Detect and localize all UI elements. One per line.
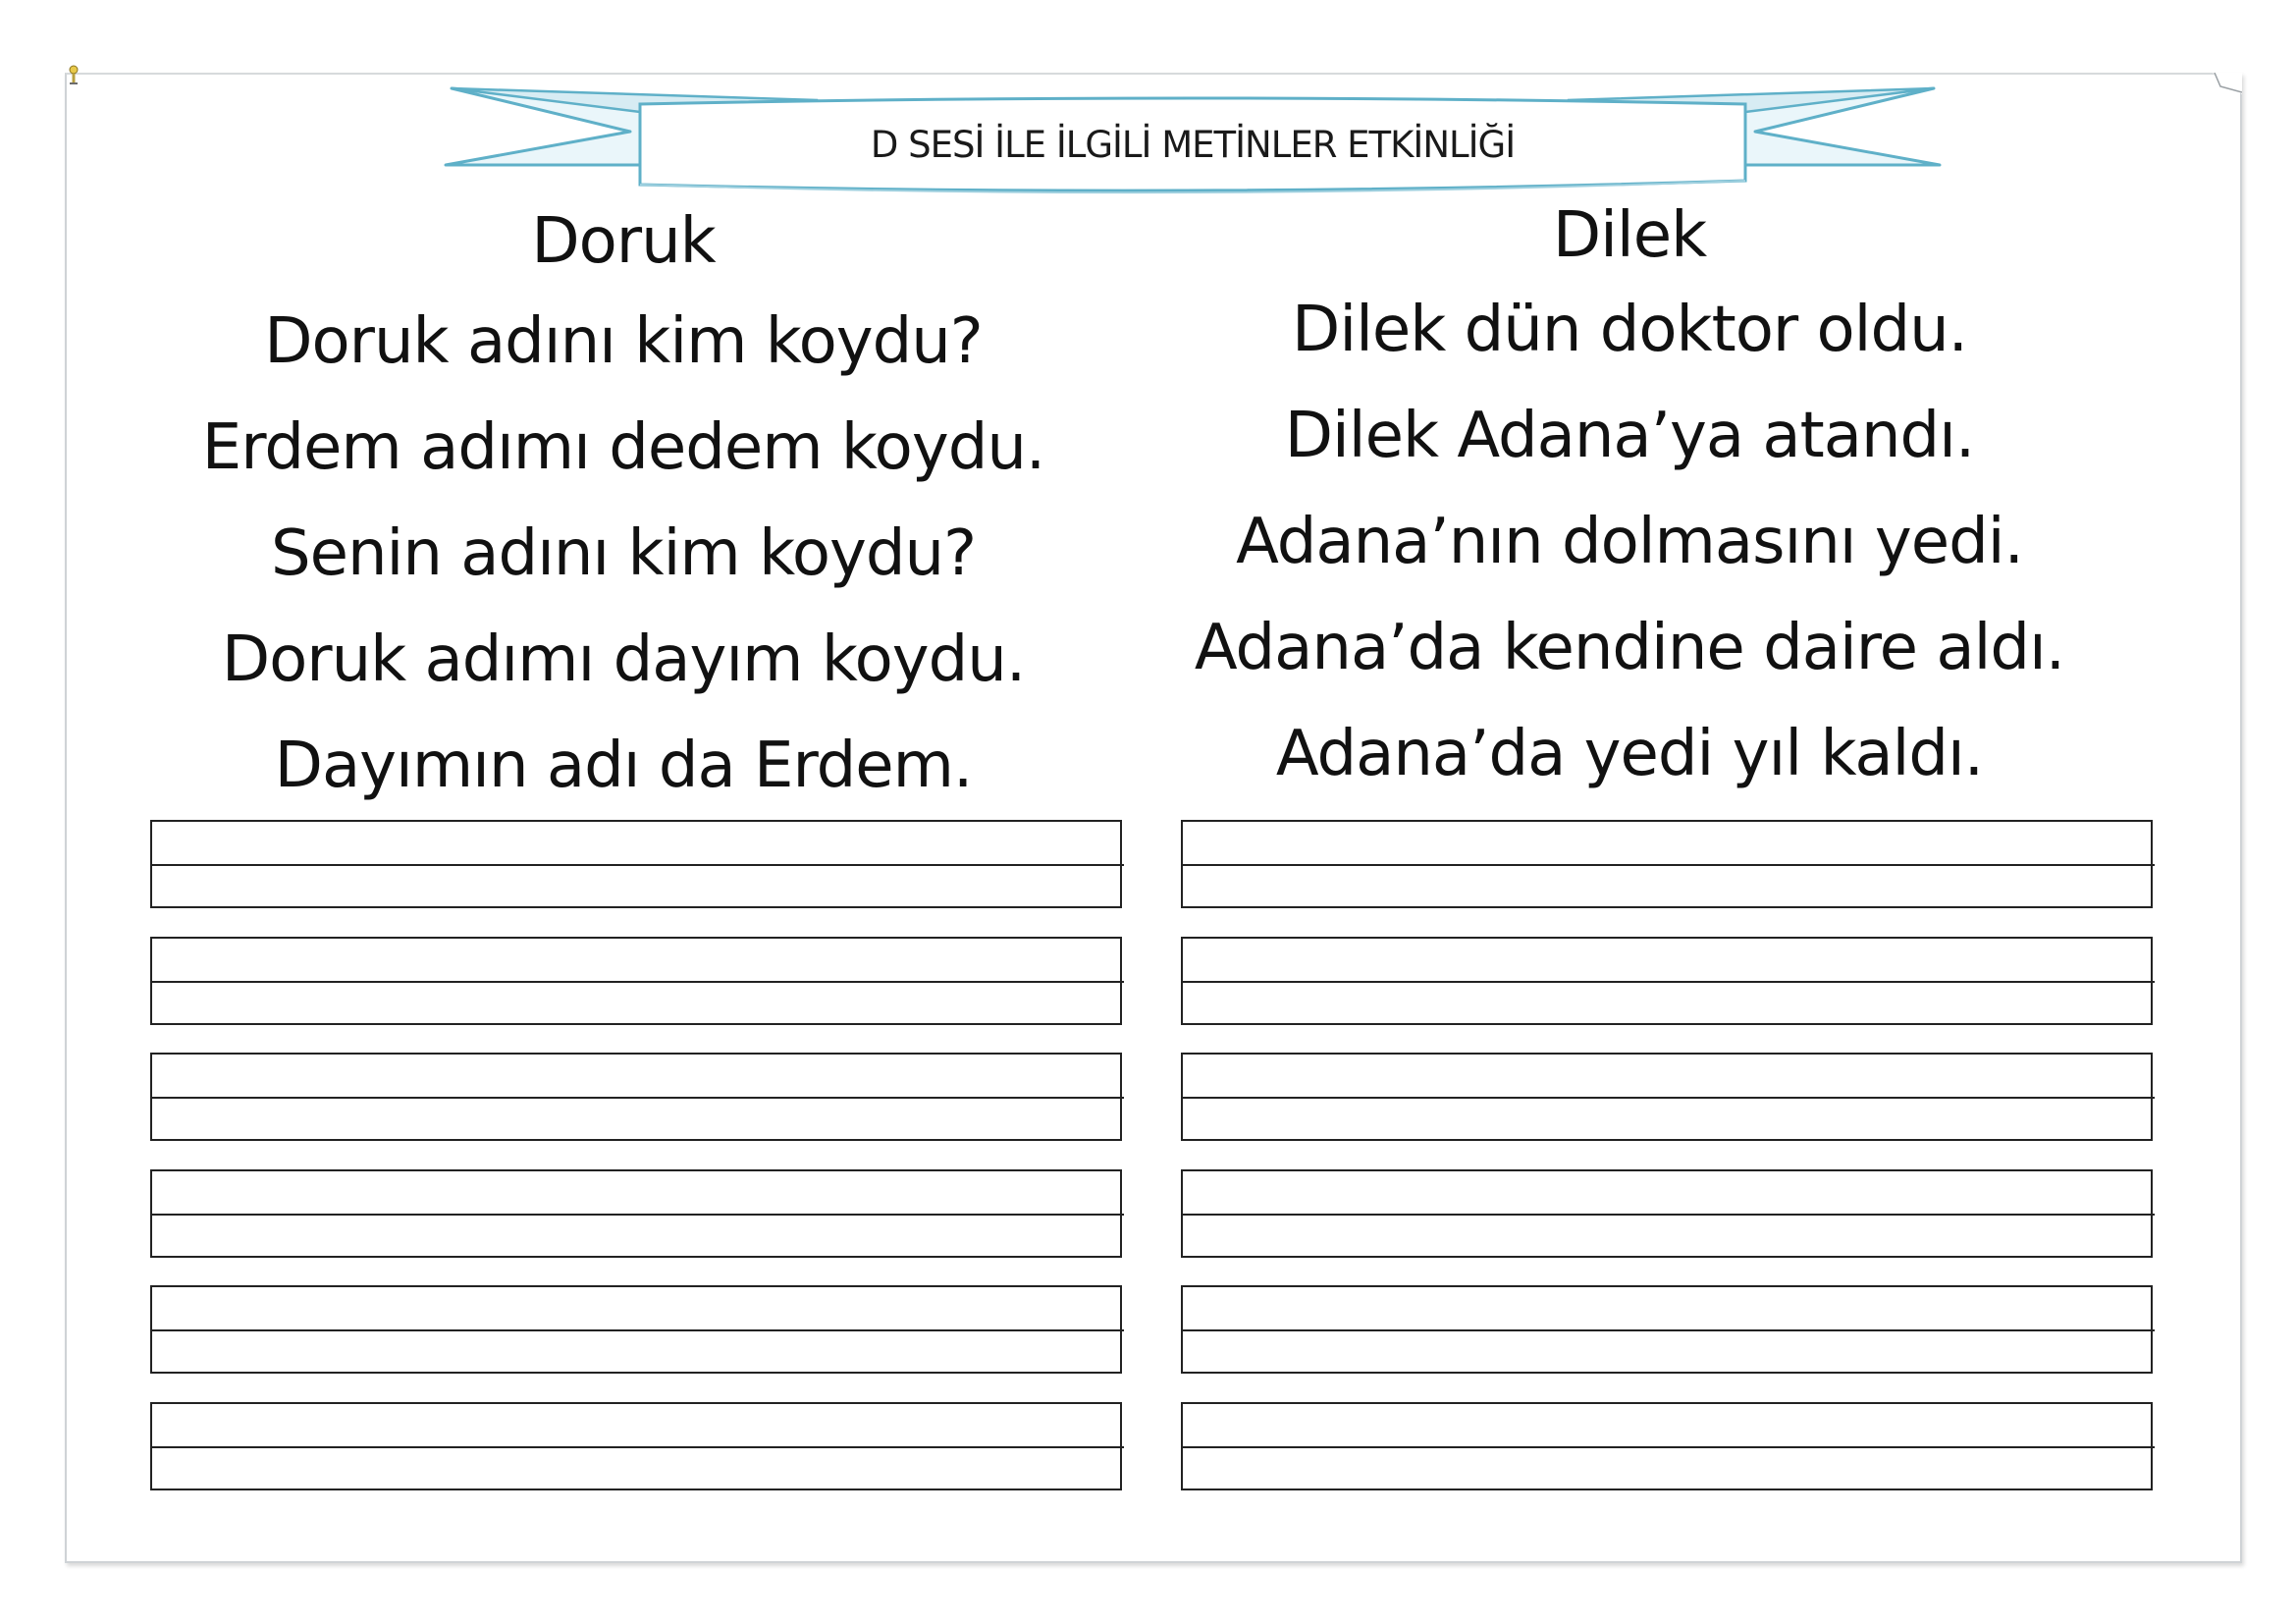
writing-row-right <box>1181 937 2153 1025</box>
writing-row-right <box>1181 1402 2153 1490</box>
story-title: Doruk <box>531 205 716 278</box>
story-line: Erdem adımı dedem koydu. <box>201 411 1045 484</box>
story-line: Adana’da yedi yıl kaldı. <box>1275 718 1984 790</box>
page-corner-fold-icon <box>2213 73 2242 94</box>
writing-row-left <box>150 1402 1122 1490</box>
writing-row-left <box>150 1169 1122 1258</box>
story-dilek <box>1139 194 2120 807</box>
story-line: Dayımın adı da Erdem. <box>274 730 973 802</box>
story-title: Dilek <box>1552 199 1707 272</box>
pin-icon <box>67 65 80 88</box>
story-line: Adana’nın dolmasını yedi. <box>1236 506 2023 578</box>
story-line: Dilek Adana’ya atandı. <box>1284 400 1975 472</box>
writing-row-right <box>1181 1053 2153 1141</box>
writing-row-left <box>150 820 1122 908</box>
writing-row-left <box>150 937 1122 1025</box>
story-line: Doruk adımı dayım koydu. <box>221 623 1026 696</box>
writing-row-right <box>1181 820 2153 908</box>
story-line: Adana’da kendine daire aldı. <box>1194 612 2065 684</box>
worksheet-title: D SESİ İLE İLGİLİ METİNLER ETKİNLİĞİ <box>870 123 1516 166</box>
writing-row-left <box>150 1285 1122 1374</box>
writing-row-right <box>1181 1285 2153 1374</box>
story-line: Doruk adını kim koydu? <box>264 305 983 378</box>
writing-row-left <box>150 1053 1122 1141</box>
story-line: Dilek dün doktor oldu. <box>1292 294 1967 366</box>
story-line: Senin adını kim koydu? <box>270 517 977 590</box>
writing-row-right <box>1181 1169 2153 1258</box>
story-doruk <box>157 194 1090 819</box>
